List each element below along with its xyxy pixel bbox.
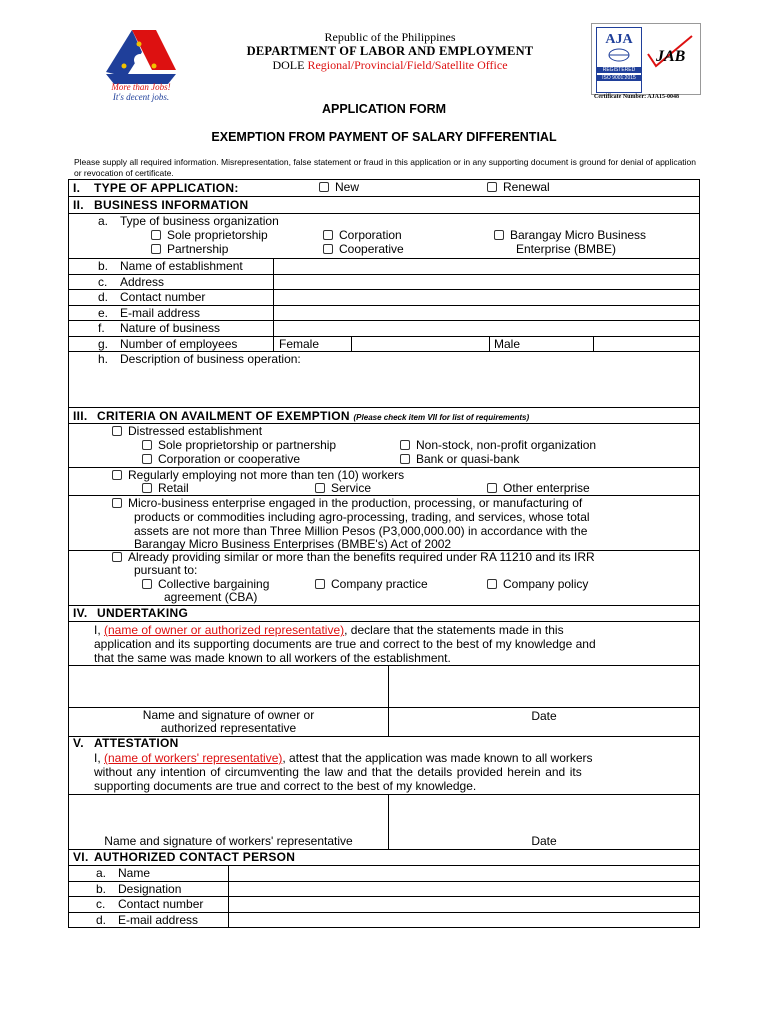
- option-other-enterprise[interactable]: Other enterprise: [487, 482, 590, 495]
- option-nonstock[interactable]: Non-stock, non-profit organization: [400, 439, 596, 452]
- logo-tagline-2: It's decent jobs.: [112, 92, 170, 102]
- department-text: DEPARTMENT OF LABOR AND EMPLOYMENT: [246, 44, 534, 58]
- item-label: E-mail address: [120, 306, 201, 320]
- aja-logo: AJA: [605, 32, 633, 47]
- checkbox-icon[interactable]: [142, 483, 152, 493]
- section-number: I.: [73, 181, 81, 195]
- checkbox-icon[interactable]: [494, 230, 504, 240]
- option-bank[interactable]: Bank or quasi-bank: [400, 453, 519, 466]
- checkbox-icon[interactable]: [400, 454, 410, 464]
- option-company-policy[interactable]: Company policy: [487, 578, 588, 591]
- option-sole-proprietorship[interactable]: Sole proprietorship: [151, 229, 268, 242]
- application-form: [68, 179, 700, 928]
- checkbox-icon[interactable]: [112, 498, 122, 508]
- checkbox-icon[interactable]: [315, 579, 325, 589]
- item-label: Nature of business: [120, 321, 221, 335]
- item-label: Type of business organization: [120, 214, 279, 228]
- item-label: Contact number: [120, 290, 206, 304]
- criteria-already-providing: [69, 550, 699, 606]
- employees-row: [69, 336, 699, 352]
- checkbox-icon[interactable]: [151, 244, 161, 254]
- item-label: Description of business operation:: [120, 352, 301, 366]
- workers-rep-signature-field[interactable]: [69, 795, 388, 835]
- attestation-signature-labels: [69, 834, 699, 849]
- option-corporation[interactable]: Corporation: [323, 229, 402, 242]
- establishment-name-row: [69, 258, 699, 275]
- option-cba-line-2: agreement (CBA): [164, 590, 258, 604]
- attestation-statement: [69, 750, 699, 794]
- option-company-practice[interactable]: Company practice: [315, 578, 428, 591]
- option-distressed[interactable]: Distressed establishment: [112, 425, 262, 438]
- item-letter: c.: [96, 897, 106, 911]
- email-field[interactable]: [274, 306, 699, 321]
- contact-phone-row: [69, 896, 699, 913]
- notice-text: Please supply all required information. Misrepresentation, false statement or fraud in this application or in any supporting document is ground for denial of application or revocation of certificate.: [74, 157, 696, 178]
- checkbox-icon[interactable]: [151, 230, 161, 240]
- signature-label-2: authorized representative: [160, 721, 297, 735]
- establishment-name-field[interactable]: [274, 259, 699, 275]
- form-title: APPLICATION FORM: [321, 102, 447, 116]
- section-title: CRITERIA ON AVAILMENT OF EXEMPTION (Please check item VII for list of requirements): [97, 409, 530, 423]
- nature-of-business-field[interactable]: [274, 321, 699, 337]
- male-count-field[interactable]: [594, 337, 699, 352]
- option-retail[interactable]: Retail: [142, 482, 189, 495]
- contact-number-field[interactable]: [274, 290, 699, 306]
- form-subtitle: EXEMPTION FROM PAYMENT OF SALARY DIFFERENTIAL: [211, 130, 557, 144]
- checkbox-icon[interactable]: [112, 426, 122, 436]
- item-letter: a.: [96, 866, 107, 880]
- option-micro-business[interactable]: Micro-business enterprise engaged in the production, processing, or manufacturing of: [112, 497, 582, 510]
- checkbox-icon[interactable]: [142, 579, 152, 589]
- item-label: Address: [120, 275, 165, 289]
- section-title: TYPE OF APPLICATION:: [94, 181, 239, 195]
- contact-email-row: [69, 912, 699, 928]
- contact-name-field[interactable]: [229, 866, 699, 882]
- option-ten-workers[interactable]: Regularly employing not more than ten (10) workers: [112, 469, 404, 482]
- business-type-row: [69, 213, 699, 259]
- checkbox-icon[interactable]: [142, 454, 152, 464]
- undertaking-signature-area: [69, 665, 699, 708]
- item-letter: d.: [96, 913, 107, 927]
- section-attestation: [69, 736, 699, 751]
- checkbox-icon[interactable]: [142, 440, 152, 450]
- logo-tagline: More than Jobs!: [111, 82, 171, 92]
- undertaking-signature-labels: [69, 707, 699, 737]
- checkbox-icon[interactable]: [315, 483, 325, 493]
- option-renewal[interactable]: Renewal: [487, 181, 550, 194]
- checkbox-icon[interactable]: [319, 182, 329, 192]
- certification-logos: AJA REGISTERED ISO 9001:2015 JAB: [591, 23, 701, 95]
- jab-logo: JAB: [656, 48, 686, 65]
- micro-business-text: products or commodities including agro-processing, trading, and services, whose total: [134, 510, 590, 524]
- undertaking-line-2: application and its supporting documents are true and correct to the best of my knowledge and: [94, 637, 596, 651]
- checkbox-icon[interactable]: [112, 470, 122, 480]
- option-already-providing[interactable]: Already providing similar or more than the benefits required under RA 11210 and its IRR: [112, 551, 595, 564]
- option-cba[interactable]: Collective bargaining: [142, 578, 269, 591]
- micro-business-text: assets are not more than Three Million Pesos (P3,000,000.00) in accordance with the: [134, 524, 588, 538]
- email-row: [69, 305, 699, 321]
- already-providing-text: pursuant to:: [134, 563, 198, 577]
- office-line: DOLE Regional/Provincial/Field/Satellite Office: [272, 58, 508, 72]
- checkbox-icon[interactable]: [400, 440, 410, 450]
- checkbox-icon[interactable]: [112, 552, 122, 562]
- date-label: Date: [531, 709, 557, 723]
- item-label: Number of employees: [120, 337, 238, 351]
- option-cooperative[interactable]: Cooperative: [323, 243, 404, 256]
- undertaking-line-1: I, (name of owner or authorized representative), declare that the statements made in this: [94, 623, 564, 637]
- contact-phone-field[interactable]: [229, 897, 699, 913]
- item-letter: c.: [98, 275, 108, 289]
- republic-text: Republic of the Philippines: [324, 30, 456, 44]
- criteria-ten-workers: [69, 467, 699, 496]
- item-letter: b.: [96, 882, 107, 896]
- option-partnership[interactable]: Partnership: [151, 243, 228, 256]
- workers-rep-date-field[interactable]: [389, 795, 699, 835]
- section-title: BUSINESS INFORMATION: [94, 198, 249, 212]
- section-title: ATTESTATION: [94, 736, 179, 750]
- option-bmbe-line-2: Enterprise (BMBE): [516, 242, 617, 256]
- undertaking-statement: [69, 621, 699, 666]
- contact-email-field[interactable]: [229, 913, 699, 928]
- attestation-line-3: supporting documents are true and correct to the best of my knowledge.: [94, 779, 477, 793]
- signature-label: Name and signature of workers' representative: [104, 834, 353, 848]
- nature-of-business-row: [69, 320, 699, 337]
- section-number: III.: [73, 409, 88, 423]
- signature-label: Name and signature of owner or: [142, 708, 315, 722]
- attestation-signature-area: [69, 794, 699, 835]
- item-label: Contact number: [118, 897, 204, 911]
- checkbox-icon[interactable]: [323, 244, 333, 254]
- section-business-information: [69, 196, 699, 214]
- page-header: [0, 0, 768, 180]
- attestation-line-1: I, (name of workers' representative), attest that the application was made known to all workers: [94, 751, 593, 765]
- attestation-line-2: without any intention of circumventing the law and that the details provided herein and its: [94, 765, 582, 779]
- option-sole-partner[interactable]: Sole proprietorship or partnership: [142, 439, 336, 452]
- address-row: [69, 274, 699, 290]
- item-label: Designation: [118, 882, 182, 896]
- item-label: Name of establishment: [120, 259, 243, 273]
- male-label: Male: [494, 337, 521, 351]
- contact-designation-field[interactable]: [229, 882, 699, 897]
- section-number: II.: [73, 198, 84, 212]
- date-label: Date: [531, 834, 557, 848]
- section-criteria: [69, 407, 699, 424]
- section-title: UNDERTAKING: [97, 606, 189, 620]
- undertaking-line-3: that the same was made known to all workers of the establishment.: [94, 651, 451, 665]
- section-title: AUTHORIZED CONTACT PERSON: [94, 850, 296, 864]
- section-number: VI.: [73, 850, 89, 864]
- checkbox-icon[interactable]: [487, 182, 497, 192]
- female-count-field[interactable]: [352, 337, 489, 352]
- address-field[interactable]: [274, 275, 699, 290]
- item-letter: e.: [98, 306, 109, 320]
- checkbox-icon[interactable]: [323, 230, 333, 240]
- certificate-number: Certificate Number: AJA15-0048: [594, 94, 679, 100]
- checkbox-icon[interactable]: [487, 483, 497, 493]
- section-type-of-application: [69, 180, 699, 196]
- item-letter: f.: [98, 321, 105, 335]
- criteria-distressed: [69, 423, 699, 468]
- item-letter: a.: [98, 214, 109, 228]
- item-letter: d.: [98, 290, 109, 304]
- owner-signature-field[interactable]: [69, 666, 388, 708]
- option-new[interactable]: New: [319, 181, 359, 194]
- option-corp-coop[interactable]: Corporation or cooperative: [142, 453, 300, 466]
- checkbox-icon[interactable]: [487, 579, 497, 589]
- option-bmbe[interactable]: Barangay Micro Business: [494, 229, 646, 242]
- item-letter: b.: [98, 259, 109, 273]
- section-contact-person: [69, 849, 699, 866]
- description-row[interactable]: [69, 351, 699, 408]
- contact-number-row: [69, 289, 699, 306]
- female-label: Female: [279, 337, 320, 351]
- item-letter: h.: [98, 352, 109, 366]
- section-undertaking: [69, 605, 699, 622]
- globe-icon: [608, 48, 630, 62]
- item-label: Name: [118, 866, 151, 880]
- owner-date-field[interactable]: [389, 666, 699, 708]
- criteria-micro-business: [69, 495, 699, 551]
- section-number: IV.: [73, 606, 88, 620]
- option-service[interactable]: Service: [315, 482, 371, 495]
- contact-designation-row: [69, 881, 699, 897]
- dole-logo: [96, 22, 186, 112]
- contact-name-row: [69, 865, 699, 882]
- item-label: E-mail address: [118, 913, 199, 927]
- section-number: V.: [73, 736, 84, 750]
- micro-business-text: Barangay Micro Business Enterprises (BMBE's) Act of 2002: [134, 537, 452, 551]
- item-letter: g.: [98, 337, 109, 351]
